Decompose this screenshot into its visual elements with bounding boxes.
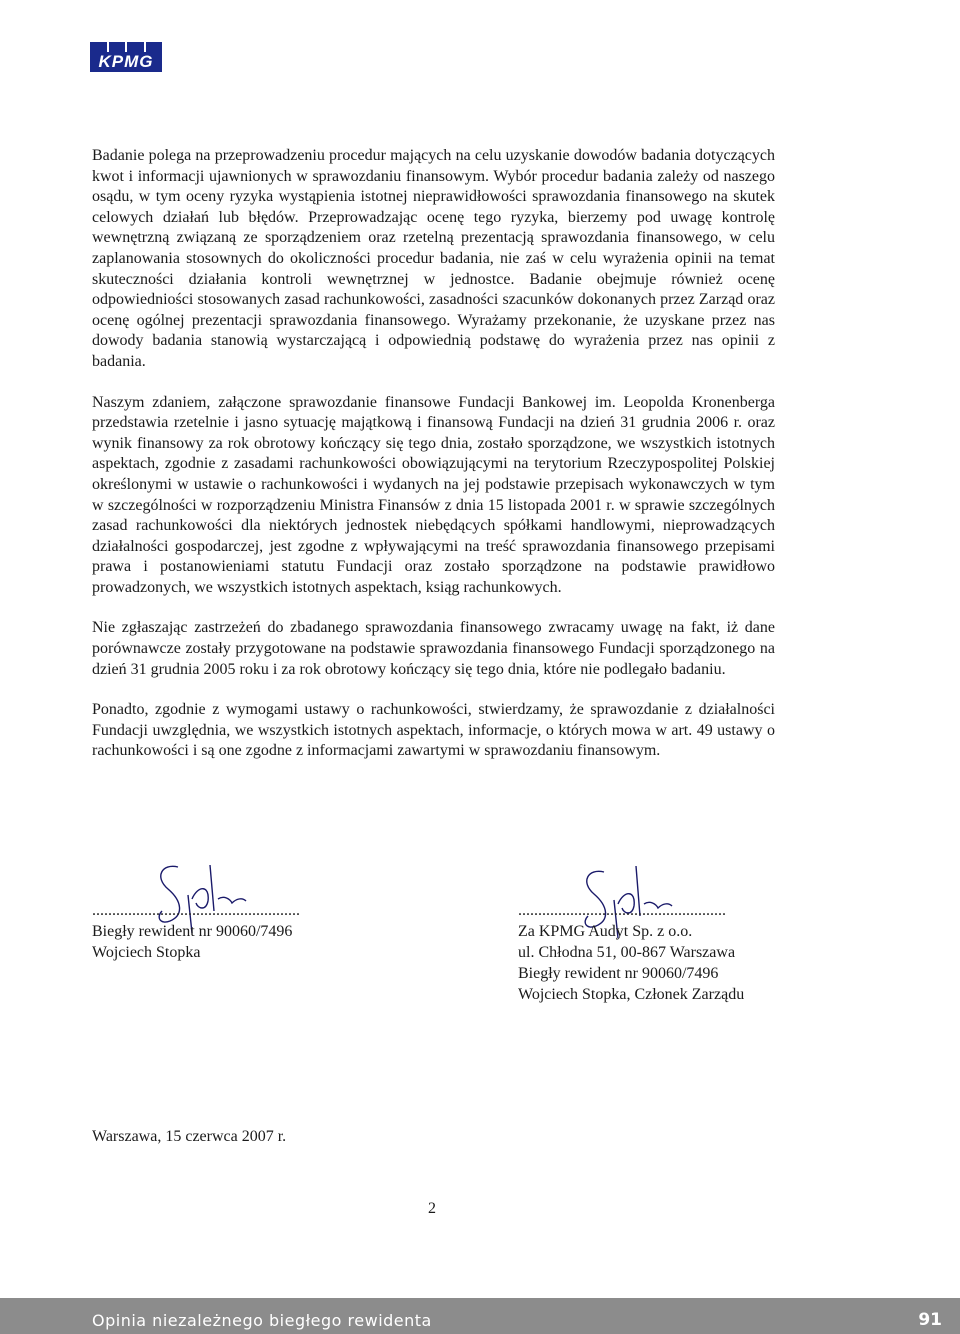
signer-name-left: Wojciech Stopka [92, 944, 201, 961]
paragraph-opinion: Naszym zdaniem, załączone sprawozdanie finansowe Fundacji Bankowej im. Leopolda Kronenberga przedstawia rzetelnie i jasno sytuację majątkową i finansową Fundacji na dzień 31 grudnia 2006 r. oraz wynik finansowy za rok obrotowy kończący się tego dnia, zostało sporządzone, we wszystkich istotnych aspektach, zgodnie z zasadami rachunkowości obowiązującymi na terytorium Rzeczypospolitej Polskiej określonymi w ustawie o rachunkowości i wydanych na jej podstawie przepisach wykonawczych w tym w szczególności w rozporządzeniu Ministra Finansów z dnia 15 listopada 2001 r. w sprawie szczególnych zasad rachunkowości dla niektórych jednostek niebędących spółkami handlowymi, nieprowadzących działalności gospodarczej, jest zgodne z wpływającymi na treść sprawozdania finansowego przepisami prawa i postanowieniami statutu Fundacji oraz zostało sporządzone na podstawie prawidłowo prowadzonych, we wszystkich istotnych aspektach, ksiąg rachunkowych. [92, 393, 775, 596]
paragraph-activity-report: Ponadto, zgodnie z wymogami ustawy o rachunkowości, stwierdzamy, że sprawozdanie z działalności Fundacji uwzględnia, we wszystkich istotnych aspektach, informacje, o których mowa w art. 49 ustawy o rachunkowości i są one zgodne z informacjami zawartymi w sprawozdaniu finansowym. [92, 701, 775, 760]
signature-line-right: .................................................... [518, 902, 726, 919]
signature-block-right [518, 900, 788, 1005]
signer-name-right: Wojciech Stopka, Członek Zarządu [518, 986, 745, 1003]
footer-page-number: 91 [918, 1310, 942, 1330]
signer-title-left: Biegły rewident nr 90060/7496 [92, 923, 293, 940]
signature-block-left [92, 900, 342, 963]
kpmg-logo-text: KPMG [90, 52, 162, 72]
kpmg-logo [90, 42, 162, 72]
signer-title-right: Biegły rewident nr 90060/7496 [518, 965, 719, 982]
signature-line-left: .................................................... [92, 902, 300, 919]
firm-name: Za KPMG Audyt Sp. z o.o. [518, 923, 693, 940]
place-and-date: Warszawa, 15 czerwca 2007 r. [92, 1128, 287, 1145]
footer-title: Opinia niezależnego biegłego rewidenta [92, 1311, 432, 1330]
paragraph-audit-procedures: Badanie polega na przeprowadzeniu procedur mających na celu uzyskanie dowodów badania dotyczących kwot i informacji ujawnionych w sprawozdaniu finansowym. Wybór procedur badania zależy od naszego osądu, w tym oceny ryzyka wystąpienia istotnej nieprawidłowości sprawozdania finansowego na skutek celowych działań lub błędów. Przeprowadzając ocenę tego ryzyka, bierzemy pod uwagę kontrolę wewnętrzną związaną ze sporządzeniem oraz rzetelną prezentacją sprawozdania finansowego, w celu zaplanowania stosownych do okoliczności procedur badania, nie zaś w celu wyrażenia opinii na temat skuteczności działania kontroli wewnętrznej w jednostce. Badanie obejmuje również ocenę odpowiedniości stosowanych zasad rachunkowości, zasadności szacunków dokonanych przez Zarząd oraz ocenę ogólnej prezentacji sprawozdania finansowego. Wyrażamy przekonanie, że uzyskane przez nas dowody badania stanowią wystarczającą i odpowiednią podstawę do wyrażenia przez nas opinii z badania. [92, 147, 775, 370]
footer-bar [0, 1298, 960, 1334]
document-page-number: 2 [428, 1200, 436, 1217]
paragraph-emphasis: Nie zgłaszając zastrzeżeń do zbadanego sprawozdania finansowego zwracamy uwagę na fakt, iż dane porównawcze zostały przygotowane na podstawie sprawozdania finansowego Fundacji sporządzonego na dzień 31 grudnia 2005 roku i za rok obrotowy kończący się tego dnia, które nie podlegało badaniu. [92, 619, 775, 678]
letter-body [92, 146, 775, 782]
firm-address: ul. Chłodna 51, 00-867 Warszawa [518, 944, 736, 961]
